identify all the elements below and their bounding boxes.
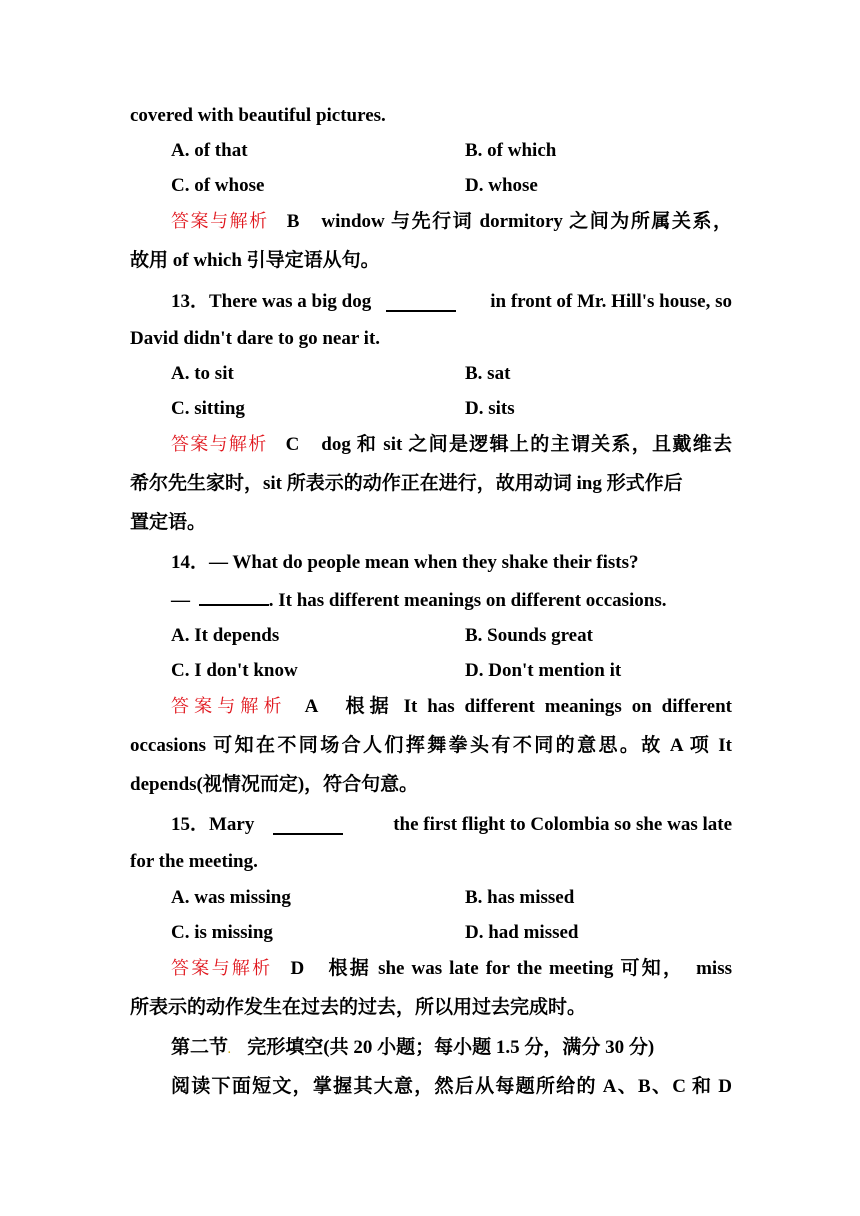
answer-blank xyxy=(273,817,343,835)
q13-stem-start: 13．There was a big dog xyxy=(171,291,372,312)
explanation-text: window 与先行词 dormitory 之间为所属关系， xyxy=(321,211,732,232)
q15-option-b: B. has missed xyxy=(465,887,575,908)
q14-explanation-line-2: occasions 可知在不同场合人们挥舞拳头有不同的意思。故 A 项 It xyxy=(130,735,732,756)
answer-label: 答案与解析 xyxy=(171,958,273,979)
q13-option-a: A. to sit xyxy=(171,363,234,384)
q12-option-b: B. of which xyxy=(465,140,557,161)
q15-stem-line-2: for the meeting. xyxy=(130,851,258,872)
q12-stem-tail: covered with beautiful pictures. xyxy=(130,105,386,126)
answer-label: 答案与解析 xyxy=(171,211,269,232)
q13-option-b: B. sat xyxy=(465,363,511,384)
section-dot: . xyxy=(228,1045,231,1056)
section-title xyxy=(171,1034,732,1065)
q14-explanation-line-1 xyxy=(171,693,732,721)
answer-letter: C xyxy=(285,434,300,455)
q14-option-b: B. Sounds great xyxy=(465,625,593,646)
q15-explanation-line-2: 所表示的动作发生在过去的过去，所以用过去完成时。 xyxy=(130,997,587,1018)
q15-stem-end: the first flight to Colombia so she was late xyxy=(393,814,732,835)
section-description: 完形填空(共 20 小题；每小题 1.5 分，满分 30 分) xyxy=(247,1037,655,1058)
q15-stem-start: 15．Mary xyxy=(171,814,255,835)
q13-option-c: C. sitting xyxy=(171,398,245,419)
answer-letter: D xyxy=(290,958,305,979)
q12-explanation-line-2: 故用 of which 引导定语从句。 xyxy=(130,250,380,271)
q13-explanation-line-2: 希尔先生家时，sit 所表示的动作正在进行，故用动词 ing 形式作后 xyxy=(130,473,683,494)
explanation-text: 根据 It has different meanings on different xyxy=(340,696,732,717)
q14-stem-end: . It has different meanings on different occasions. xyxy=(268,590,667,611)
q15-option-a: A. was missing xyxy=(171,887,291,908)
answer-blank xyxy=(199,588,269,606)
answer-blank xyxy=(386,294,456,312)
q13-option-d: D. sits xyxy=(465,398,515,419)
answer-label: 答案与解析 xyxy=(171,696,287,717)
section-number: 第二节 xyxy=(171,1037,229,1058)
q13-explanation-line-3: 置定语。 xyxy=(130,512,207,533)
q14-stem-line-1: 14．— What do people mean when they shake their fists? xyxy=(171,552,639,573)
q14-option-c: C. I don't know xyxy=(171,660,298,681)
q15-option-d: D. had missed xyxy=(465,922,579,943)
q15-option-c: C. is missing xyxy=(171,922,273,943)
q14-stem-line-2 xyxy=(171,587,732,615)
explanation-text: dog 和 sit 之间是逻辑上的主谓关系，且戴维去 xyxy=(321,434,733,455)
q12-option-d: D. whose xyxy=(465,175,538,196)
q14-option-a: A. It depends xyxy=(171,625,280,646)
answer-letter: B xyxy=(286,211,300,232)
q12-explanation-line-1 xyxy=(171,208,732,236)
explanation-text: 根据 she was late for the meeting 可知， miss xyxy=(326,958,732,979)
q14-explanation-line-3: depends(视情况而定)，符合句意。 xyxy=(130,774,419,795)
answer-label: 答案与解析 xyxy=(171,434,268,455)
q13-stem-line-2: David didn't dare to go near it. xyxy=(130,328,381,349)
q15-explanation-line-1 xyxy=(171,955,732,983)
answer-letter: A xyxy=(304,696,319,717)
q13-explanation-line-1 xyxy=(171,431,732,459)
dash: — xyxy=(171,590,190,611)
q12-option-c: C. of whose xyxy=(171,175,265,196)
section-instruction: 阅读下面短文，掌握其大意，然后从每题所给的 A、B、C 和 D xyxy=(171,1076,732,1097)
q14-option-d: D. Don't mention it xyxy=(465,660,622,681)
q12-option-a: A. of that xyxy=(171,140,248,161)
q13-stem-end: in front of Mr. Hill's house, so xyxy=(490,291,732,312)
